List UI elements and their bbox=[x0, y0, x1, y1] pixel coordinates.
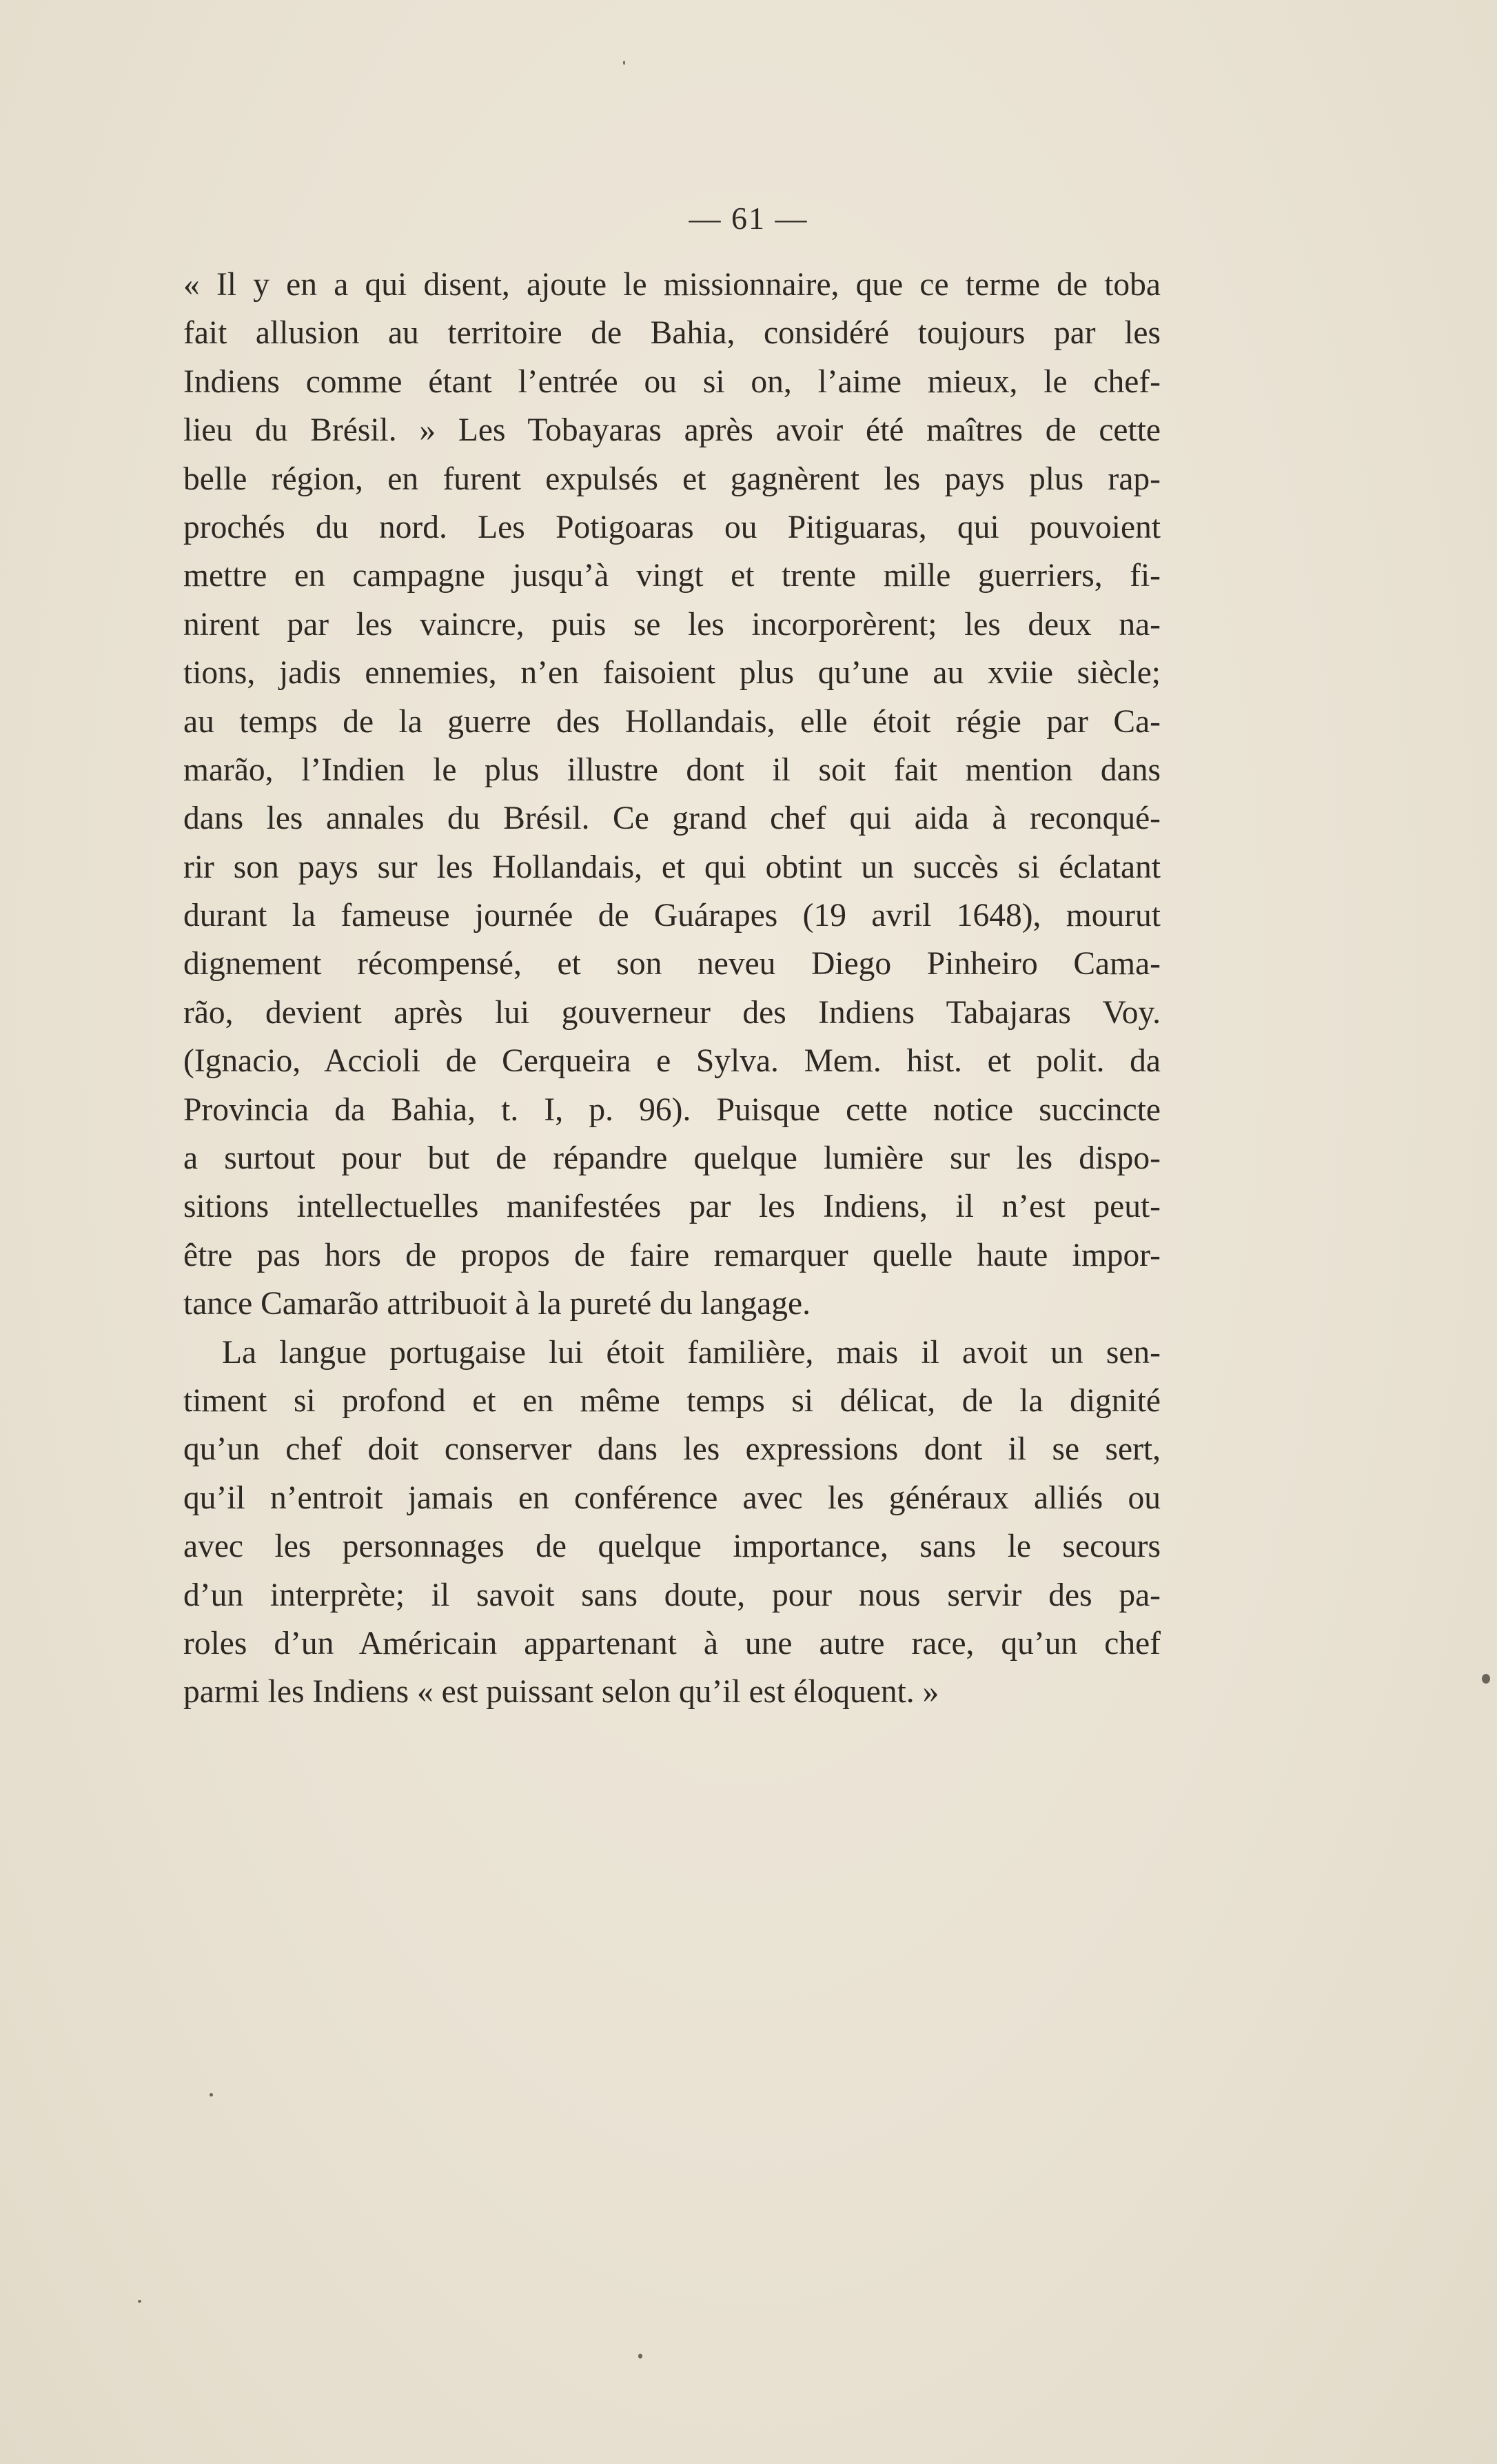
text-line: dans les annales du Brésil. Ce grand chef qui aida à reconqué- bbox=[183, 800, 1161, 837]
paper-speck bbox=[1482, 1674, 1490, 1684]
text-line: « Il y en a qui disent, ajoute le missionnaire, que ce terme de toba bbox=[183, 267, 1161, 303]
text-line: fait allusion au territoire de Bahia, considéré toujours par les bbox=[183, 315, 1161, 352]
text-line: Indiens comme étant l’entrée ou si on, l’aime mieux, le chef- bbox=[183, 363, 1161, 400]
paragraph-2 bbox=[183, 1329, 1161, 1717]
text-line: dignement récompensé, et son neveu Diego Pinheiro Cama- bbox=[183, 946, 1161, 982]
text-line: lieu du Brésil. » Les Tobayaras après avoir été maîtres de cette bbox=[183, 412, 1161, 449]
text-line: durant la fameuse journée de Guárapes (19 avril 1648), mourut bbox=[183, 898, 1161, 934]
text-line: tance Camarão attribuoit à la pureté du langage. bbox=[183, 1286, 811, 1322]
text-line: parmi les Indiens « est puissant selon qu’il est éloquent. » bbox=[183, 1674, 939, 1710]
text-line: La langue portugaise lui étoit familière, mais il avoit un sen- bbox=[222, 1334, 1161, 1371]
paper-speck bbox=[138, 2300, 141, 2303]
text-line: Provincia da Bahia, t. I, p. 96). Puisque cette notice succincte bbox=[183, 1091, 1161, 1128]
paper-speck bbox=[210, 2093, 213, 2097]
text-line: rir son pays sur les Hollandais, et qui obtint un succès si éclatant bbox=[183, 849, 1161, 885]
paragraph-1 bbox=[183, 261, 1161, 1329]
text-line: prochés du nord. Les Potigoaras ou Pitiguaras, qui pouvoient bbox=[183, 509, 1161, 545]
text-line: marão, l’Indien le plus illustre dont il soit fait mention dans bbox=[183, 751, 1161, 788]
text-line: qu’un chef doit conserver dans les expressions dont il se sert, bbox=[183, 1431, 1161, 1468]
text-line: a surtout pour but de répandre quelque lumière sur les dispo- bbox=[183, 1140, 1161, 1177]
text-line: qu’il n’entroit jamais en conférence avec les généraux alliés ou bbox=[183, 1480, 1161, 1516]
text-line: rão, devient après lui gouverneur des Indiens Tabajaras Voy. bbox=[183, 994, 1161, 1031]
text-line: mettre en campagne jusqu’à vingt et trente mille guerriers, fi- bbox=[183, 558, 1161, 594]
text-line: avec les personnages de quelque importance, sans le secours bbox=[183, 1528, 1161, 1565]
text-line: timent si profond et en même temps si délicat, de la dignité bbox=[183, 1382, 1161, 1419]
text-line: sitions intellectuelles manifestées par les Indiens, il n’est peut- bbox=[183, 1189, 1161, 1225]
text-line: tions, jadis ennemies, n’en faisoient plus qu’une au xviie siècle; bbox=[183, 655, 1161, 691]
text-line: nirent par les vaincre, puis se les incorporèrent; les deux na- bbox=[183, 606, 1161, 643]
paper-speck bbox=[623, 61, 625, 65]
text-line: (Ignacio, Accioli de Cerqueira e Sylva. Mem. hist. et polit. da bbox=[183, 1043, 1161, 1080]
text-line: roles d’un Américain appartenant à une autre race, qu’un chef bbox=[183, 1625, 1161, 1662]
text-line: au temps de la guerre des Hollandais, elle étoit régie par Ca- bbox=[183, 703, 1161, 740]
text-line: d’un interprète; il savoit sans doute, pour nous servir des pa- bbox=[183, 1577, 1161, 1613]
paper-speck bbox=[638, 2354, 642, 2359]
text-line: belle région, en furent expulsés et gagnèrent les pays plus rap- bbox=[183, 461, 1161, 497]
body-text bbox=[183, 261, 1161, 1717]
page-number: — 61 — bbox=[689, 201, 808, 236]
text-line: être pas hors de propos de faire remarquer quelle haute impor- bbox=[183, 1237, 1161, 1273]
